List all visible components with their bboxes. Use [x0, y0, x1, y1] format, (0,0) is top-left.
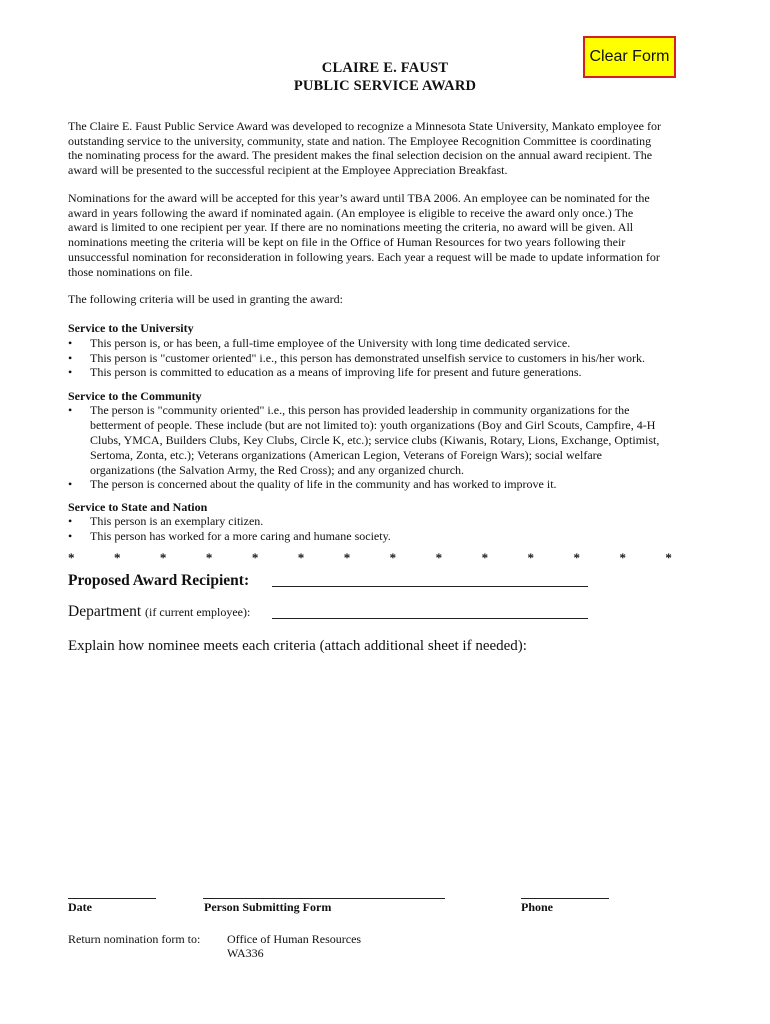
nominations-paragraph [68, 191, 700, 279]
section-heading-university: Service to the University [68, 321, 194, 335]
star-mark: * [389, 550, 397, 565]
department-label: Department [68, 603, 142, 620]
date-line[interactable] [68, 898, 156, 899]
person-submitting-line[interactable] [203, 898, 445, 899]
star-mark: * [251, 550, 259, 565]
person-submitting-label: Person Submitting Form [204, 900, 332, 914]
nomination-line: unsuccessful nomination for reconsideration in following years. Each year a request will be made to update information for [68, 249, 660, 264]
section-heading-state-nation: Service to State and Nation [68, 500, 208, 514]
bullet-marker: • [68, 403, 73, 417]
bullet-marker: • [68, 514, 73, 528]
criteria-bullet [68, 529, 700, 544]
star-mark: * [481, 550, 489, 565]
phone-line[interactable] [521, 898, 609, 899]
bullet-marker: • [68, 365, 73, 379]
star-mark: * [159, 550, 167, 565]
bullet-marker: • [68, 529, 73, 543]
bullet-marker: • [68, 336, 73, 350]
intro-line: The Claire E. Faust Public Service Award was developed to recognize a Minnesota State University, Mankato employee for [68, 119, 661, 133]
nomination-line: award in years following the award if nominated again. (An employee is eligible to receive the award only once.) The [68, 205, 634, 220]
criteria-text: The person is concerned about the quality of life in the community and has worked to improve it. [90, 477, 557, 491]
criteria-bullet [68, 514, 700, 529]
star-mark: * [343, 550, 351, 565]
explain-text-area[interactable] [68, 662, 700, 882]
phone-label: Phone [521, 900, 554, 914]
intro-line: award will be presented to the successful recipient at the Employee Appreciation Breakfast. [68, 163, 508, 178]
star-mark: * [573, 550, 580, 565]
star-mark: * [665, 550, 672, 565]
star-mark: * [297, 550, 305, 565]
department-label-group [68, 603, 250, 621]
nomination-line: Nominations for the award will be accepted for this year’s award until TBA 2006. An employee can be nominated for the [68, 191, 650, 205]
criteria-bullet [68, 365, 700, 380]
star-mark: * [68, 550, 75, 565]
star-mark: * [435, 550, 443, 565]
department-note: (if current employee): [145, 605, 251, 619]
criteria-text: This person has worked for a more caring and humane society. [90, 529, 391, 543]
star-mark: * [205, 550, 213, 565]
recipient-input-line[interactable] [272, 586, 588, 587]
criteria-text: Clubs, YMCA, Builders Clubs, Key Clubs, Circle K, etc.); service clubs (Kiwanis, Rotary, Lions, Exchange, Optimist, [90, 433, 660, 447]
department-input-line[interactable] [272, 618, 588, 619]
criteria-text: betterment of people. These include (but are not limited to): youth organizations (Boy and Girl Scouts, Campfire, 4-H [90, 418, 656, 432]
explain-label: Explain how nominee meets each criteria (attach additional sheet if needed): [68, 638, 527, 654]
criteria-text: This person is an exemplary citizen. [90, 514, 264, 528]
star-mark: * [619, 550, 626, 565]
criteria-bullet [68, 403, 700, 478]
date-label: Date [68, 900, 92, 914]
criteria-text: organizations (the Salvation Army, the Red Cross); and any organized church. [90, 463, 465, 477]
bullet-marker: • [68, 351, 73, 365]
nomination-line: nominations meeting the criteria will be kept on file in the Office of Human Resources for two years following their [68, 235, 626, 250]
intro-line: outstanding service to the university, community, state and nation. The Employee Recognition Committee is coordinating [68, 133, 652, 148]
return-room: WA336 [227, 946, 264, 960]
bullet-marker: • [68, 477, 73, 491]
intro-line: the nominating process for the award. The president makes the final selection decision on the annual award recipient. The [68, 148, 653, 163]
star-mark: * [527, 550, 535, 565]
criteria-text: Sertoma, Zonta, etc.); Veterans organizations (American Legion, Veterans of Foreign Wars); social welfare [90, 448, 602, 462]
nomination-line: those nominations on file. [68, 264, 193, 279]
nomination-line: award is limited to one recipient per year. If there are no nominations meeting the criteria, no award will be given. All [68, 220, 634, 235]
criteria-text: This person is committed to education as a means of improving life for present and future generations. [90, 365, 582, 379]
criteria-text: The person is "community oriented" i.e., this person has provided leadership in community organizations for the [90, 403, 630, 417]
page-subtitle: PUBLIC SERVICE AWARD [293, 78, 477, 94]
return-label: Return nomination form to: [68, 932, 201, 946]
criteria-intro: The following criteria will be used in granting the award: [68, 292, 343, 306]
criteria-bullet [68, 477, 700, 492]
star-divider [68, 550, 672, 566]
page-title: CLAIRE E. FAUST [321, 60, 449, 76]
recipient-label: Proposed Award Recipient: [68, 572, 250, 589]
star-mark: * [113, 550, 121, 565]
criteria-text: This person is "customer oriented" i.e., this person has demonstrated unselfish service to customers in his/her work. [90, 351, 646, 365]
section-heading-community: Service to the Community [68, 389, 202, 403]
clear-form-button[interactable]: Clear Form [583, 36, 676, 78]
criteria-text: This person is, or has been, a full-time employee of the University with long time dedicated service. [90, 336, 571, 350]
return-office: Office of Human Resources [227, 932, 362, 946]
criteria-bullet [68, 336, 700, 351]
criteria-bullet [68, 351, 700, 366]
intro-paragraph [68, 119, 700, 178]
